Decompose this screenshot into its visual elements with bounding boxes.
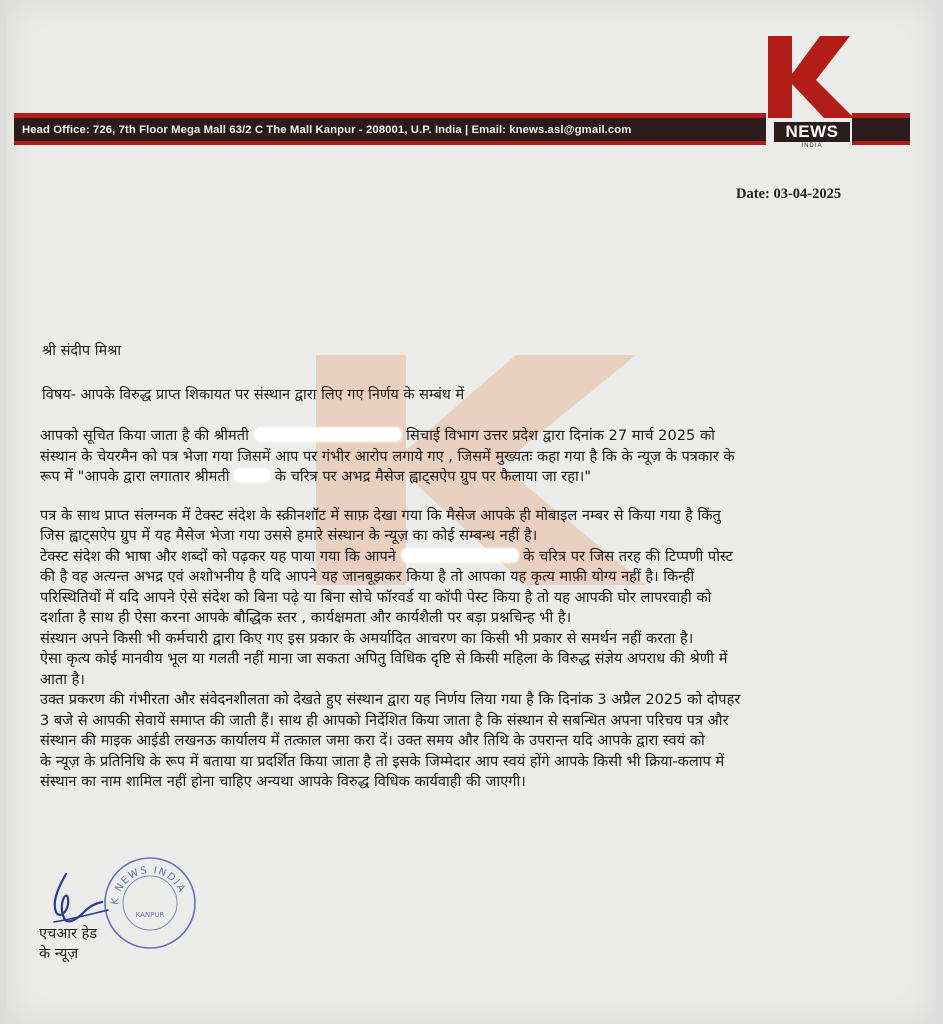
body-line: संस्थान के चेयरमैन को पत्र भेजा गया जिसमें आप पर गंभीर आरोप लगाये गए , जिसमें मुख्यतः कहा गया है कि के न्यूज़ के पत्रकार के xyxy=(40,447,735,465)
body-text: रूप में "आपके द्वारा लगातार श्रीमती xyxy=(40,468,230,485)
body-text: आपको सूचित किया जाता है की श्रीमती xyxy=(40,427,249,444)
body-text: टेक्स्ट संदेश की भाषा और शब्दों को पढ़कर यह पाया गया कि आपने xyxy=(40,547,396,565)
company-seal-stamp xyxy=(102,855,198,951)
body-line: उक्त प्रकरण की गंभीरता और संवेदनशीलता को देखते हुए संस्थान द्वारा यह निर्णय लिया गया है कि दिनांक 3 अप्रैल 2025 को दोपहर xyxy=(40,691,741,708)
redacted-name xyxy=(234,468,270,483)
body-line: संस्थान का नाम शामिल नहीं होना चाहिए अन्यथा आपके विरुद्ध विधिक कार्यवाही की जाएगी। xyxy=(40,773,526,790)
body-line: संस्थान अपने किसी भी कर्मचारी द्वारा किए गए इस प्रकार के अमर्यादित आचरण का किसी भी प्रकार से समर्थन नहीं करता है। xyxy=(40,629,694,647)
signatory-title: एचआर हेड xyxy=(39,926,98,942)
letter-date: Date: 03-04-2025 xyxy=(736,186,842,202)
logo-india-text: INDIA xyxy=(801,143,823,149)
letter-page xyxy=(6,0,936,1024)
body-line: दर्शाता है साथ ही ऐसा करना आपके बौद्धिक स्तर , कार्यक्षमता और कार्यशैली पर बड़ा प्रश्नचिन्ह भी है। xyxy=(40,609,572,626)
signatory-organization: के न्यूज़ xyxy=(39,946,79,962)
body-line: 3 बजे से आपकी सेवायें समाप्त की जाती हैं। साथ ही आपको निर्देशित किया जाता है कि संस्थान से सबन्धित अपना परिचय पत्र और xyxy=(40,711,729,729)
logo-news-text: NEWS xyxy=(774,122,850,142)
body-line: पत्र के साथ प्राप्त संलग्नक में टेक्स्ट संदेश के स्क्रीनशॉट में साफ़ देखा गया कि मैसेज आपके ही मोबाइल नम्बर से किया गया है किंतु xyxy=(40,506,721,524)
signatory-block xyxy=(39,924,97,964)
redacted-name xyxy=(401,548,519,563)
stamp-city-text: KANPUR xyxy=(135,911,165,919)
body-line: ऐसा कृत्य कोई मानवीय भूल या गलती नहीं माना जा सकता अपितु विधिक दृष्टि से किसी महिला के विरुद्ध संज्ञेय अपराध की श्रेणी में xyxy=(40,650,728,667)
letter-body xyxy=(40,426,910,793)
svg-text:K NEWS INDIA xyxy=(110,865,187,905)
body-text: के चरित्र पर जिस तरह की टिप्पणी पोस्ट xyxy=(523,547,734,565)
body-line xyxy=(40,467,910,488)
body-line: परिस्थितियों में यदि आपने ऐसे संदेश को बिना पढ़े या बिना सोचे फॉरवर्ड या कॉपी पेस्ट किया है तो यह आपकी घोर लापरवाही को xyxy=(40,588,712,606)
body-text: सिचाई विभाग उत्तर प्रदेश द्वारा दिनांक 27 मार्च 2025 को xyxy=(406,427,715,444)
addressee-name: श्री संदीप मिश्रा xyxy=(42,343,122,359)
body-line xyxy=(40,426,910,447)
letterhead-address-bar xyxy=(14,113,766,145)
body-text: के चरित्र पर अभद्र मैसेज ह्वाट्सऐप ग्रुप पर फैलाया जा रहा।" xyxy=(274,468,592,485)
head-office-address: Head Office: 726, 7th Floor Mega Mall 63/2 C The Mall Kanpur - 208001, U.P. India | Email: knews.asl@gmail.com xyxy=(22,123,632,136)
body-line: के न्यूज़ के प्रतिनिधि के रूप में बताया या प्रदर्शित किया जाता है तो इसके जिम्मेदार आप स्वयं होंगे आपके किसी भी क्रिया-कलाप में xyxy=(40,752,725,770)
body-line xyxy=(40,547,910,568)
body-line: जिस ह्वाट्सऐप ग्रुप में यह मैसेज भेजा गया उससे हमारे संस्थान के न्यूज़ का कोई सम्बन्ध नहीं है। xyxy=(40,527,538,544)
body-line: आता है। xyxy=(40,670,85,688)
redacted-name xyxy=(254,427,402,442)
letterhead-bar-end xyxy=(852,113,910,145)
body-line: की है वह अत्यन्त अभद्र एवं अशोभनीय है यदि आपने यह जानबूझकर किया है तो आपका यह कृत्य माफ़ी योग्य नहीं है। किन्हीं xyxy=(40,568,695,585)
letter-subject: विषय- आपके विरुद्ध प्राप्त शिकायत पर संस्थान द्वारा लिए गए निर्णय के सम्बंध में xyxy=(42,387,465,403)
body-line: संस्थान की माइक आईडी लखनऊ कार्यालय में तत्काल जमा करा दें। उक्त समय और तिथि के उपरान्त यदि आपके द्वारा स्वयं को xyxy=(40,732,705,749)
stamp-ring-text: K NEWS INDIA xyxy=(109,864,188,906)
